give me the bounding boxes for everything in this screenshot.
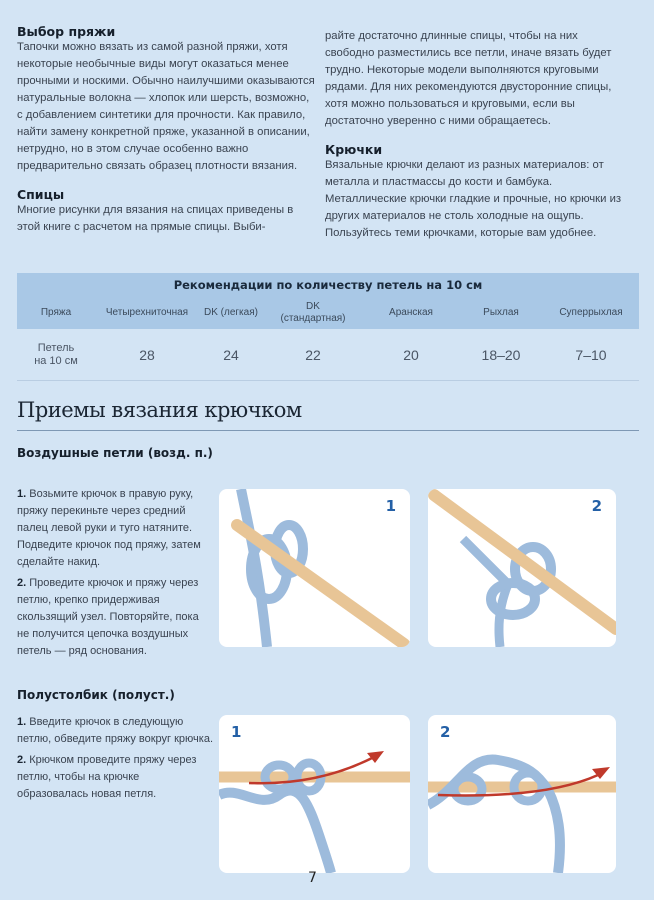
table-cell: 18–20 <box>481 346 521 363</box>
step-text: Введите крючок в следующую петлю, обведите пряжу вокруг крючка. <box>17 716 214 745</box>
figure-number: 2 <box>591 497 602 515</box>
slip-figure-1 <box>219 715 410 873</box>
table-cell: 28 <box>139 346 155 363</box>
step <box>17 714 213 748</box>
table-cell: Петель на 10 см <box>34 341 78 367</box>
table-cell: 7–10 <box>575 346 607 363</box>
chapter-title: Приемы вязания крючком <box>17 398 302 422</box>
table-header: DK (стандартная) <box>280 301 346 324</box>
right-column <box>325 28 625 242</box>
heading-yarn: Выбор пряжи <box>17 24 116 39</box>
chain-figure-2 <box>428 489 616 647</box>
heading-needles: Спицы <box>17 187 65 202</box>
table-title: Рекомендации по количеству петель на 10 см <box>173 278 483 292</box>
table-cell: 22 <box>305 346 321 363</box>
table-cell: 24 <box>223 346 239 363</box>
crochet-chain-illustration <box>428 489 616 647</box>
heading-chain: Воздушные петли (возд. п.) <box>17 446 213 460</box>
step-number: 2. <box>17 754 27 766</box>
table-header: DK (легкая) <box>204 307 258 318</box>
text-needles-cont: райте достаточно длинные спицы, чтобы на них свободно разместились все петли, иначе вязать будет трудно. Некоторые модели выполняются круговыми рядами. Для них рекомендуются двусторонние спицы, хотя можно пользоваться и круговыми, если вы достаточно уверенно с ними обращаетесь. <box>325 30 612 127</box>
step-text: Крючком проведите пряжу через петлю, чтобы на крючке образовалась новая петля. <box>17 754 197 800</box>
table-cell: 20 <box>403 346 419 363</box>
slip-figure-2 <box>428 715 616 873</box>
stitch-table <box>17 273 639 381</box>
figure-number: 1 <box>231 723 242 741</box>
table-header: Рыхлая <box>483 307 519 318</box>
step <box>17 486 213 571</box>
table-header-row <box>17 297 639 329</box>
step-number: 1. <box>17 716 27 728</box>
table-header: Суперрыхлая <box>559 307 623 318</box>
heading-slip-stitch: Полустолбик (полуст.) <box>17 688 175 702</box>
crochet-chain-illustration <box>219 489 410 647</box>
step-number: 1. <box>17 488 27 500</box>
heading-hooks: Крючки <box>325 142 383 157</box>
text-hooks: Вязальные крючки делают из разных материалов: от металла и пластмассы до кости и бамбука. Металлические крючки гладкие и прочные, но крючки из других материалов не столь холодные на ощупь. Пользуйтесь теми крючками, которые вам удобнее. <box>325 159 622 239</box>
table-header: Аранская <box>389 307 433 318</box>
slip-steps <box>17 714 213 807</box>
step <box>17 752 213 803</box>
text-yarn: Тапочки можно вязать из самой разной пряжи, хотя некоторые необычные виды могут оказаться менее прочными и носкими. Обычно наилучшими оказываются натуральные волокна — хлопок или шерсть, возможно, с добавлением синтетики для прочности. Как правило, найти замену конкретной пряже, указанной в описании, нетрудно, но в этом случае особенно важно предварительно связать образец плотности вязания. <box>17 41 315 172</box>
table-row <box>17 329 639 381</box>
table-header: Пряжа <box>40 307 72 318</box>
figure-number: 1 <box>385 497 396 515</box>
divider <box>17 430 639 431</box>
left-column <box>17 24 317 236</box>
slip-stitch-illustration <box>219 715 410 873</box>
figure-number: 2 <box>440 723 451 741</box>
table-header: Четырехниточная <box>105 307 189 318</box>
step <box>17 575 213 660</box>
chain-figure-1 <box>219 489 410 647</box>
step-text: Возьмите крючок в правую руку, пряжу перекиньте через средний палец левой руки и туго натяните. Подведите крючок под пряжу, затем сделайте накид. <box>17 488 201 568</box>
step-number: 2. <box>17 577 27 589</box>
chain-steps <box>17 486 213 664</box>
page-number: 7 <box>308 870 317 886</box>
slip-stitch-illustration <box>428 715 616 873</box>
text-needles: Многие рисунки для вязания на спицах приведены в этой книге с расчетом на прямые спицы. Выби- <box>17 204 294 233</box>
step-text: Проведите крючок и пряжу через петлю, крепко придерживая скользящий узел. Повторяйте, пока не получится цепочка воздушных петель — ряд основания. <box>17 577 199 657</box>
